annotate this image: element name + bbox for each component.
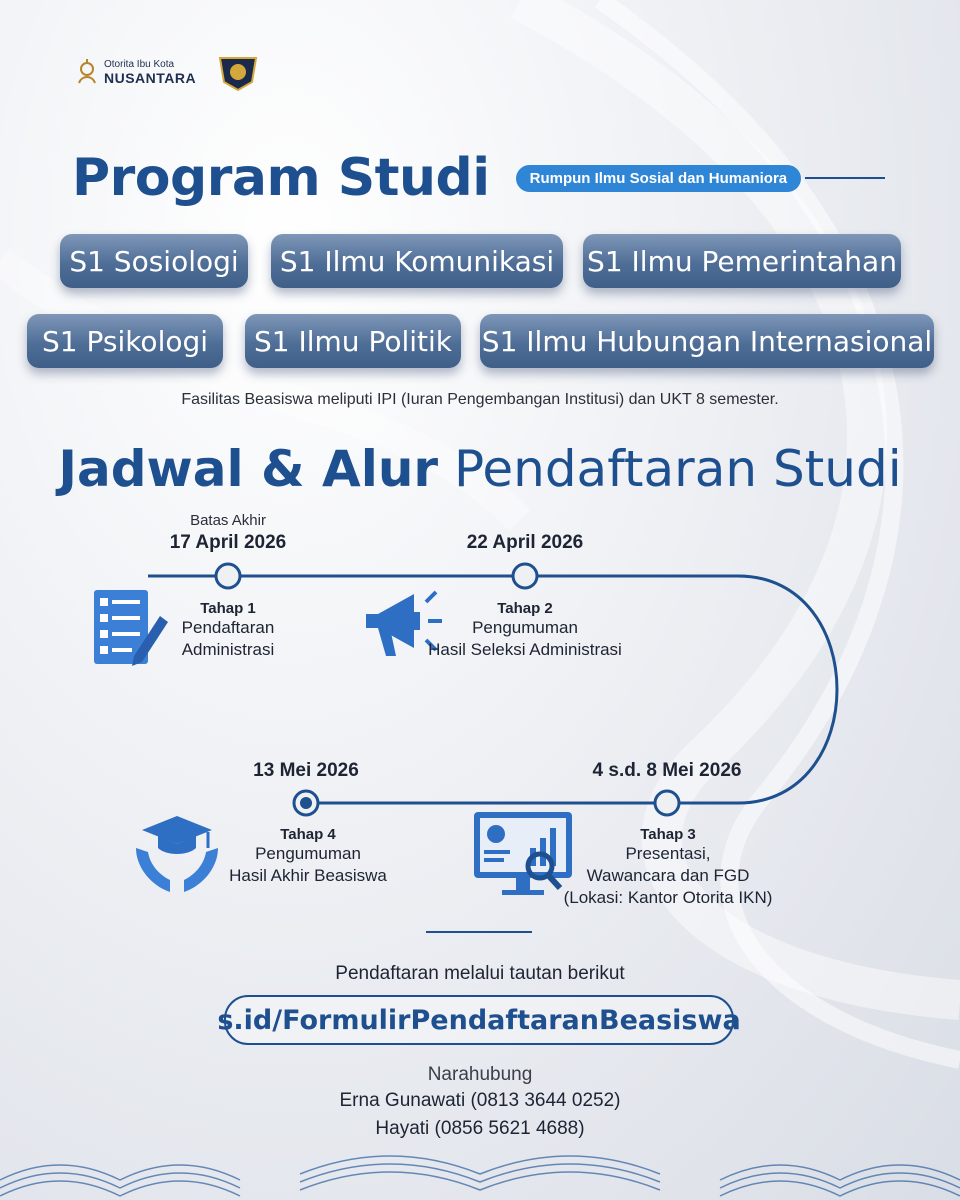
stage2-tahap: Tahap 2	[497, 600, 553, 617]
stage1-date: 17 April 2026	[169, 532, 287, 553]
stage4-tahap: Tahap 4	[280, 826, 336, 843]
stage4-desc-line2: Hasil Akhir Beasiswa	[229, 866, 387, 885]
stage4-text	[210, 826, 406, 887]
logo-small-text: Otorita Ibu Kota	[104, 58, 175, 70]
stage2-text	[395, 600, 655, 661]
stage1-desc-line2: Administrasi	[181, 640, 275, 659]
timeline-node-2	[513, 564, 537, 588]
program-pill-psikologi: S1 Psikologi	[27, 314, 223, 368]
program-pill-sosiologi: S1 Sosiologi	[60, 234, 248, 288]
stage3-desc-line3: (Lokasi: Kantor Otorita IKN)	[563, 888, 773, 907]
fasilitas-text: Fasilitas Beasiswa meliputi IPI (Iuran Pengembangan Institusi) dan UKT 8 semester.	[181, 391, 779, 408]
program-pill-politik: S1 Ilmu Politik	[245, 314, 461, 368]
contact-person-1: Erna Gunawati (0813 3644 0252)	[339, 1090, 621, 1111]
logo-big-text: NUSANTARA	[104, 69, 197, 86]
stage3-desc-line1: Presentasi,	[625, 844, 711, 863]
section-divider	[426, 931, 532, 933]
stage4-date: 13 Mei 2026	[253, 760, 359, 781]
stage1-tahap: Tahap 1	[200, 600, 256, 617]
stage3-desc-line2: Wawancara dan FGD	[586, 866, 750, 885]
contact-label: Narahubung	[427, 1064, 533, 1085]
stage1-desc-line1: Pendaftaran	[181, 618, 275, 637]
program-pill-hubungan-internasional: S1 Ilmu Hubungan Internasional	[480, 314, 934, 368]
page-title: Program Studi	[72, 148, 490, 208]
stage1-pre-label: Batas Akhir	[190, 512, 266, 529]
program-pill-pemerintahan: S1 Ilmu Pemerintahan	[583, 234, 901, 288]
stage2-desc-line2: Hasil Seleksi Administrasi	[428, 640, 622, 659]
contact-person-2: Hayati (0856 5621 4688)	[375, 1118, 585, 1139]
jadwal-title-rest: Pendaftaran Studi	[454, 440, 902, 498]
graduation-hands-icon	[132, 808, 222, 896]
stage3-date: 4 s.d. 8 Mei 2026	[592, 760, 742, 781]
program-pill-komunikasi: S1 Ilmu Komunikasi	[271, 234, 563, 288]
rumpun-badge: Rumpun Ilmu Sosial dan Humaniora	[516, 165, 802, 192]
registration-link[interactable]: s.id/FormulirPendaftaranBeasiswa	[224, 995, 734, 1045]
registration-text: Pendaftaran melalui tautan berikut	[335, 963, 625, 984]
stage1-text	[148, 600, 308, 661]
stage2-desc-line1: Pengumuman	[472, 618, 578, 637]
footer-wave-pattern	[0, 1140, 960, 1200]
timeline-node-3	[655, 791, 679, 815]
stage4-desc-line1: Pengumuman	[255, 844, 361, 863]
timeline-node-1	[216, 564, 240, 588]
stage3-tahap: Tahap 3	[640, 826, 696, 843]
stage2-date: 22 April 2026	[466, 532, 584, 553]
jadwal-title-bold: Jadwal & Alur	[58, 440, 439, 498]
stage3-text	[540, 826, 796, 909]
